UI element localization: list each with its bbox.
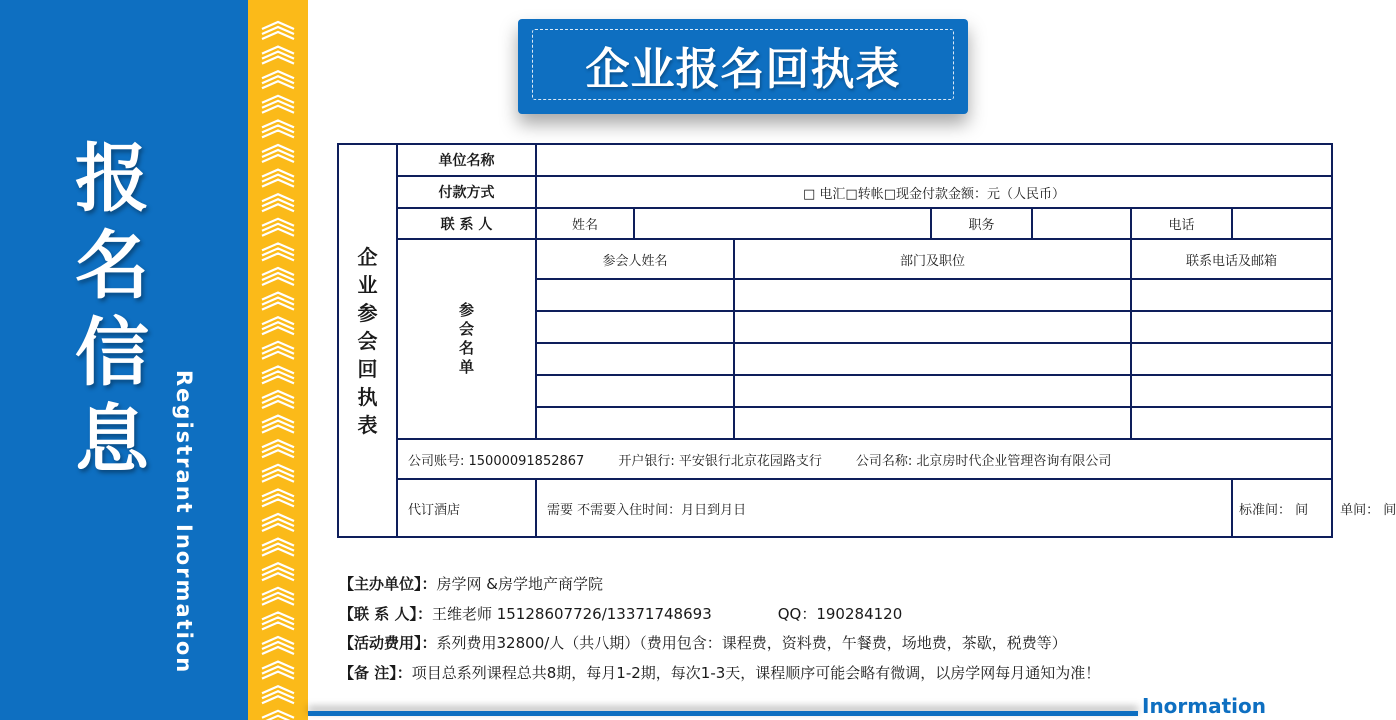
- organizer-label: 【主办单位】：: [339, 575, 437, 593]
- company-name-field[interactable]: [536, 144, 1332, 176]
- hotel-booking-options[interactable]: 需要 不需要入住时间：月日到月日: [536, 479, 1232, 537]
- attendee-name-field[interactable]: [536, 279, 734, 311]
- contact-title-label: 职务: [931, 208, 1032, 239]
- remark-label: 【备 注】：: [339, 663, 412, 682]
- footer-label: Inormation: [1142, 694, 1267, 718]
- standard-room: 标准间： 间: [1239, 502, 1309, 518]
- title-banner: [518, 19, 968, 114]
- contact-person-label: 【联 系 人】：: [339, 604, 432, 623]
- contact-person-value: 王维老师 15128607726/13371748693: [431, 604, 712, 623]
- side-title-char: 息: [75, 397, 149, 483]
- side-title-char: 报: [75, 136, 149, 222]
- attendee-contact-field[interactable]: [1131, 343, 1332, 375]
- bank-name: 开户银行: 平安银行北京花园路支行: [618, 453, 822, 469]
- contact-row: [339, 600, 1239, 630]
- company-full-name: 公司名称: 北京房时代企业管理咨询有限公司: [855, 453, 1112, 469]
- fee-value: 系列费用32800/人（共八期）（费用包含：课程费，资料费，午餐费，场地费，茶歇，税费等）: [436, 634, 1067, 652]
- attendee-contact-field[interactable]: [1131, 279, 1332, 311]
- attendee-dept-field[interactable]: [734, 343, 1131, 375]
- title-frame: [532, 29, 954, 100]
- chevron-up-icon: [248, 0, 308, 720]
- contact-label: 联 系 人: [397, 208, 536, 239]
- side-title-char: 名: [75, 223, 149, 309]
- single-room: 单间： 间: [1340, 502, 1396, 518]
- contact-name-field[interactable]: [634, 208, 931, 239]
- attendee-name-field[interactable]: [536, 375, 734, 407]
- side-title-char: 信: [75, 310, 149, 396]
- contact-name-label: 姓名: [536, 208, 634, 239]
- bank-account-info: [397, 439, 1332, 479]
- side-title: [72, 136, 152, 484]
- attendee-dept-field[interactable]: [734, 279, 1131, 311]
- attendee-dept-field[interactable]: [734, 407, 1131, 439]
- contact-title-field[interactable]: [1032, 208, 1131, 239]
- attendee-name-header: 参会人姓名: [536, 239, 734, 279]
- attendee-contact-field[interactable]: [1131, 375, 1332, 407]
- page-title: 企业报名回执表: [585, 43, 901, 95]
- side-subtitle-en: Registrant Inormation: [172, 370, 196, 675]
- attendee-name-field[interactable]: [536, 343, 734, 375]
- payment-options[interactable]: □ 电汇□转帐□现金付款金额：元（人民币）: [536, 176, 1332, 208]
- fee-row: [339, 629, 1239, 659]
- registration-form-table: [337, 143, 1396, 538]
- payment-method-label: 付款方式: [397, 176, 536, 208]
- contact-phone-field[interactable]: [1232, 208, 1332, 239]
- attendee-list-label: 参 会 名 单: [397, 239, 536, 439]
- attendee-name-field[interactable]: [536, 311, 734, 343]
- attendee-dept-field[interactable]: [734, 375, 1131, 407]
- hotel-label: 代订酒店: [397, 479, 536, 537]
- event-notes: [339, 570, 1239, 688]
- organizer-row: [339, 570, 1239, 600]
- form-side-label: 企 业 参 会 回 执 表: [338, 144, 397, 537]
- hotel-room-type[interactable]: [1232, 479, 1396, 537]
- company-name-label: 单位名称: [397, 144, 536, 176]
- bottom-divider: [308, 711, 1138, 716]
- attendee-dept-field[interactable]: [734, 311, 1131, 343]
- chevron-stripe: [248, 0, 308, 720]
- organizer-value: 房学网 &房学地产商学院: [436, 575, 603, 593]
- left-panel: [0, 0, 248, 720]
- attendee-contact-field[interactable]: [1131, 311, 1332, 343]
- remark-row: [339, 659, 1239, 689]
- attendee-contact-header: 联系电话及邮箱: [1131, 239, 1332, 279]
- attendee-name-field[interactable]: [536, 407, 734, 439]
- account-number: 公司账号: 15000091852867: [408, 453, 585, 469]
- fee-label: 【活动费用】：: [339, 634, 437, 652]
- attendee-dept-header: 部门及职位: [734, 239, 1131, 279]
- attendee-contact-field[interactable]: [1131, 407, 1332, 439]
- qq-value: QQ：190284120: [777, 604, 903, 623]
- contact-phone-label: 电话: [1131, 208, 1232, 239]
- remark-value: 项目总系列课程总共8期，每月1-2期，每次1-3天，课程顺序可能会略有微调，以房学网每月通知为准！: [411, 663, 1101, 682]
